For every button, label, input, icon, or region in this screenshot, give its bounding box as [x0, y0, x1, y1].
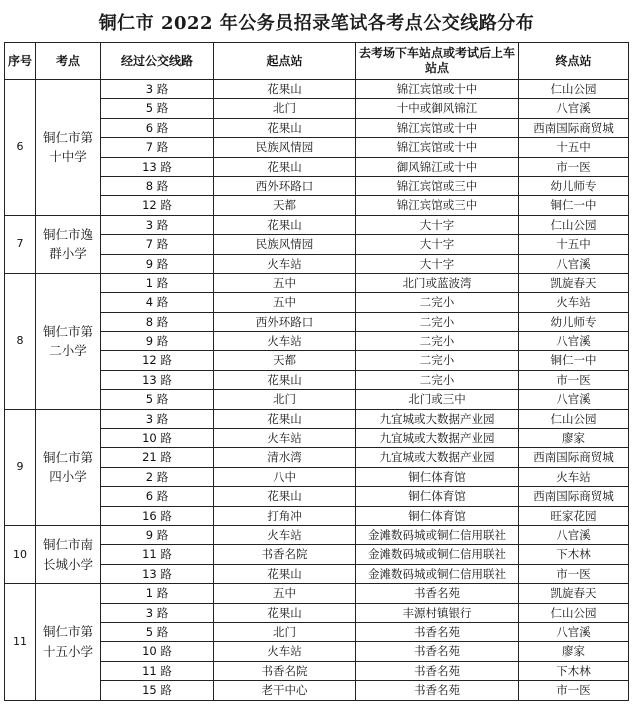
header-row: [5, 43, 629, 80]
cell-stop: 书香名苑: [356, 584, 519, 603]
cell-end: 八官溪: [519, 622, 629, 641]
cell-route: 10 路: [101, 642, 214, 661]
cell-stop: 九宜城或大数据产业园: [356, 409, 519, 428]
cell-stop: 九宜城或大数据产业园: [356, 429, 519, 448]
cell-stop: 丰源村镇银行: [356, 603, 519, 622]
cell-stop: 锦江宾馆或三中: [356, 196, 519, 215]
cell-start: 打角冲: [214, 506, 356, 525]
cell-route: 4 路: [101, 293, 214, 312]
cell-end: 铜仁一中: [519, 196, 629, 215]
document-title: 铜仁市 2022 年公务员招录笔试各考点公交线路分布: [98, 12, 535, 34]
cell-seq: 6: [5, 80, 36, 216]
cell-route: 2 路: [101, 467, 214, 486]
cell-route: 5 路: [101, 622, 214, 641]
cell-stop: 大十字: [356, 235, 519, 254]
cell-exam-site: [36, 215, 101, 273]
cell-end: 市一医: [519, 157, 629, 176]
cell-stop: 书香名苑: [356, 661, 519, 680]
cell-exam-site: [36, 409, 101, 525]
header-start: 起点站: [214, 43, 356, 80]
table-row: [5, 409, 629, 428]
cell-route: 13 路: [101, 157, 214, 176]
cell-exam-site: [36, 525, 101, 583]
cell-start: 天都: [214, 196, 356, 215]
cell-stop: 锦江宾馆或三中: [356, 176, 519, 195]
cell-end: 仁山公园: [519, 215, 629, 234]
cell-start: 民族风情园: [214, 138, 356, 157]
cell-stop: 北门或蓝波湾: [356, 273, 519, 292]
cell-route: 13 路: [101, 564, 214, 583]
header-stop: 去考场下车站点或考试后上车站点: [356, 43, 519, 80]
cell-start: 火车站: [214, 254, 356, 273]
cell-stop: 九宜城或大数据产业园: [356, 448, 519, 467]
cell-start: 火车站: [214, 642, 356, 661]
cell-start: 八中: [214, 467, 356, 486]
cell-stop: 锦江宾馆或十中: [356, 138, 519, 157]
table-row: [5, 215, 629, 234]
cell-end: 仁山公园: [519, 409, 629, 428]
cell-start: 民族风情园: [214, 235, 356, 254]
cell-start: 花果山: [214, 370, 356, 389]
site-line: 四小学: [49, 469, 87, 485]
cell-stop: 二完小: [356, 312, 519, 331]
cell-start: 花果山: [214, 564, 356, 583]
cell-route: 12 路: [101, 351, 214, 370]
cell-route: 11 路: [101, 661, 214, 680]
cell-route: 3 路: [101, 80, 214, 99]
cell-end: 市一医: [519, 681, 629, 700]
cell-end: 西南国际商贸城: [519, 487, 629, 506]
cell-start: 老干中心: [214, 681, 356, 700]
cell-route: 1 路: [101, 584, 214, 603]
cell-seq: 7: [5, 215, 36, 273]
cell-stop: 金滩数码城或铜仁信用联社: [356, 545, 519, 564]
bus-route-table: [4, 42, 629, 701]
cell-start: 花果山: [214, 487, 356, 506]
site-line: 长城小学: [42, 556, 93, 572]
site-line: 群小学: [49, 246, 87, 262]
cell-exam-site: [36, 273, 101, 409]
site-line: 铜仁市第: [42, 449, 93, 465]
cell-start: 西外环路口: [214, 312, 356, 331]
cell-end: 市一医: [519, 370, 629, 389]
cell-end: 西南国际商贸城: [519, 118, 629, 137]
cell-end: 凯旋春天: [519, 584, 629, 603]
cell-start: 花果山: [214, 157, 356, 176]
cell-route: 9 路: [101, 332, 214, 351]
cell-start: 花果山: [214, 118, 356, 137]
cell-end: 仁山公园: [519, 603, 629, 622]
cell-end: 火车站: [519, 467, 629, 486]
cell-exam-site: [36, 584, 101, 700]
cell-route: 10 路: [101, 429, 214, 448]
site-line: 铜仁市南: [42, 537, 93, 553]
cell-seq: 10: [5, 525, 36, 583]
cell-start: 火车站: [214, 429, 356, 448]
cell-stop: 锦江宾馆或十中: [356, 80, 519, 99]
cell-end: 凯旋春天: [519, 273, 629, 292]
cell-start: 五中: [214, 293, 356, 312]
site-line: 十五小学: [42, 643, 93, 659]
cell-stop: 书香名苑: [356, 681, 519, 700]
cell-start: 五中: [214, 584, 356, 603]
cell-exam-site: [36, 80, 101, 216]
cell-route: 11 路: [101, 545, 214, 564]
cell-start: 天都: [214, 351, 356, 370]
cell-stop: 二完小: [356, 351, 519, 370]
cell-end: 八官溪: [519, 254, 629, 273]
cell-seq: 9: [5, 409, 36, 525]
cell-seq: 11: [5, 584, 36, 700]
cell-start: 火车站: [214, 332, 356, 351]
site-line: 二小学: [49, 343, 87, 359]
table-row: [5, 584, 629, 603]
cell-route: 8 路: [101, 312, 214, 331]
cell-end: 下木林: [519, 545, 629, 564]
cell-end: 下木林: [519, 661, 629, 680]
cell-end: 旺家花园: [519, 506, 629, 525]
cell-end: 八官溪: [519, 525, 629, 544]
table-row: [5, 273, 629, 292]
header-route: 经过公交线路: [101, 43, 214, 80]
cell-seq: 8: [5, 273, 36, 409]
cell-stop: 北门或三中: [356, 390, 519, 409]
cell-end: 八官溪: [519, 390, 629, 409]
cell-stop: 十中或御风锦江: [356, 99, 519, 118]
cell-stop: 金滩数码城或铜仁信用联社: [356, 525, 519, 544]
cell-start: 花果山: [214, 80, 356, 99]
cell-route: 9 路: [101, 525, 214, 544]
header-end: 终点站: [519, 43, 629, 80]
cell-end: 市一医: [519, 564, 629, 583]
cell-start: 火车站: [214, 525, 356, 544]
site-line: 铜仁市第: [42, 624, 93, 640]
cell-route: 5 路: [101, 390, 214, 409]
table-row: [5, 80, 629, 99]
cell-end: 幼儿师专: [519, 312, 629, 331]
header-site: 考点: [36, 43, 101, 80]
cell-end: 火车站: [519, 293, 629, 312]
cell-start: 书香名院: [214, 545, 356, 564]
site-line: 十中学: [49, 149, 87, 165]
site-line: 铜仁市第: [42, 323, 93, 339]
cell-end: 仁山公园: [519, 80, 629, 99]
cell-start: 北门: [214, 99, 356, 118]
cell-route: 5 路: [101, 99, 214, 118]
cell-stop: 铜仁体育馆: [356, 467, 519, 486]
cell-start: 花果山: [214, 215, 356, 234]
cell-stop: 二完小: [356, 332, 519, 351]
cell-end: 西南国际商贸城: [519, 448, 629, 467]
cell-end: 铜仁一中: [519, 351, 629, 370]
cell-stop: 铜仁体育馆: [356, 487, 519, 506]
cell-route: 7 路: [101, 138, 214, 157]
cell-route: 13 路: [101, 370, 214, 389]
cell-start: 花果山: [214, 603, 356, 622]
cell-start: 五中: [214, 273, 356, 292]
cell-start: 花果山: [214, 409, 356, 428]
cell-end: 廖家: [519, 642, 629, 661]
cell-stop: 书香名苑: [356, 642, 519, 661]
cell-end: 十五中: [519, 138, 629, 157]
table-row: [5, 525, 629, 544]
cell-route: 3 路: [101, 215, 214, 234]
cell-route: 1 路: [101, 273, 214, 292]
cell-end: 八官溪: [519, 332, 629, 351]
cell-route: 3 路: [101, 603, 214, 622]
cell-route: 15 路: [101, 681, 214, 700]
cell-route: 9 路: [101, 254, 214, 273]
cell-route: 6 路: [101, 118, 214, 137]
cell-route: 21 路: [101, 448, 214, 467]
header-seq: 序号: [5, 43, 36, 80]
site-line: 铜仁市逸: [42, 226, 93, 242]
cell-route: 6 路: [101, 487, 214, 506]
cell-start: 北门: [214, 622, 356, 641]
cell-stop: 二完小: [356, 370, 519, 389]
cell-stop: 大十字: [356, 254, 519, 273]
cell-start: 北门: [214, 390, 356, 409]
cell-stop: 锦江宾馆或十中: [356, 118, 519, 137]
cell-stop: 二完小: [356, 293, 519, 312]
cell-start: 清水湾: [214, 448, 356, 467]
cell-end: 廖家: [519, 429, 629, 448]
cell-stop: 大十字: [356, 215, 519, 234]
cell-route: 7 路: [101, 235, 214, 254]
cell-stop: 铜仁体育馆: [356, 506, 519, 525]
cell-route: 12 路: [101, 196, 214, 215]
cell-stop: 御风锦江或十中: [356, 157, 519, 176]
cell-start: 书香名院: [214, 661, 356, 680]
cell-route: 3 路: [101, 409, 214, 428]
cell-stop: 金滩数码城或铜仁信用联社: [356, 564, 519, 583]
site-line: 铜仁市第: [42, 129, 93, 145]
cell-end: 十五中: [519, 235, 629, 254]
cell-route: 8 路: [101, 176, 214, 195]
cell-route: 16 路: [101, 506, 214, 525]
cell-stop: 书香名苑: [356, 622, 519, 641]
table-body: [5, 80, 629, 701]
cell-start: 西外环路口: [214, 176, 356, 195]
cell-end: 幼儿师专: [519, 176, 629, 195]
cell-end: 八官溪: [519, 99, 629, 118]
